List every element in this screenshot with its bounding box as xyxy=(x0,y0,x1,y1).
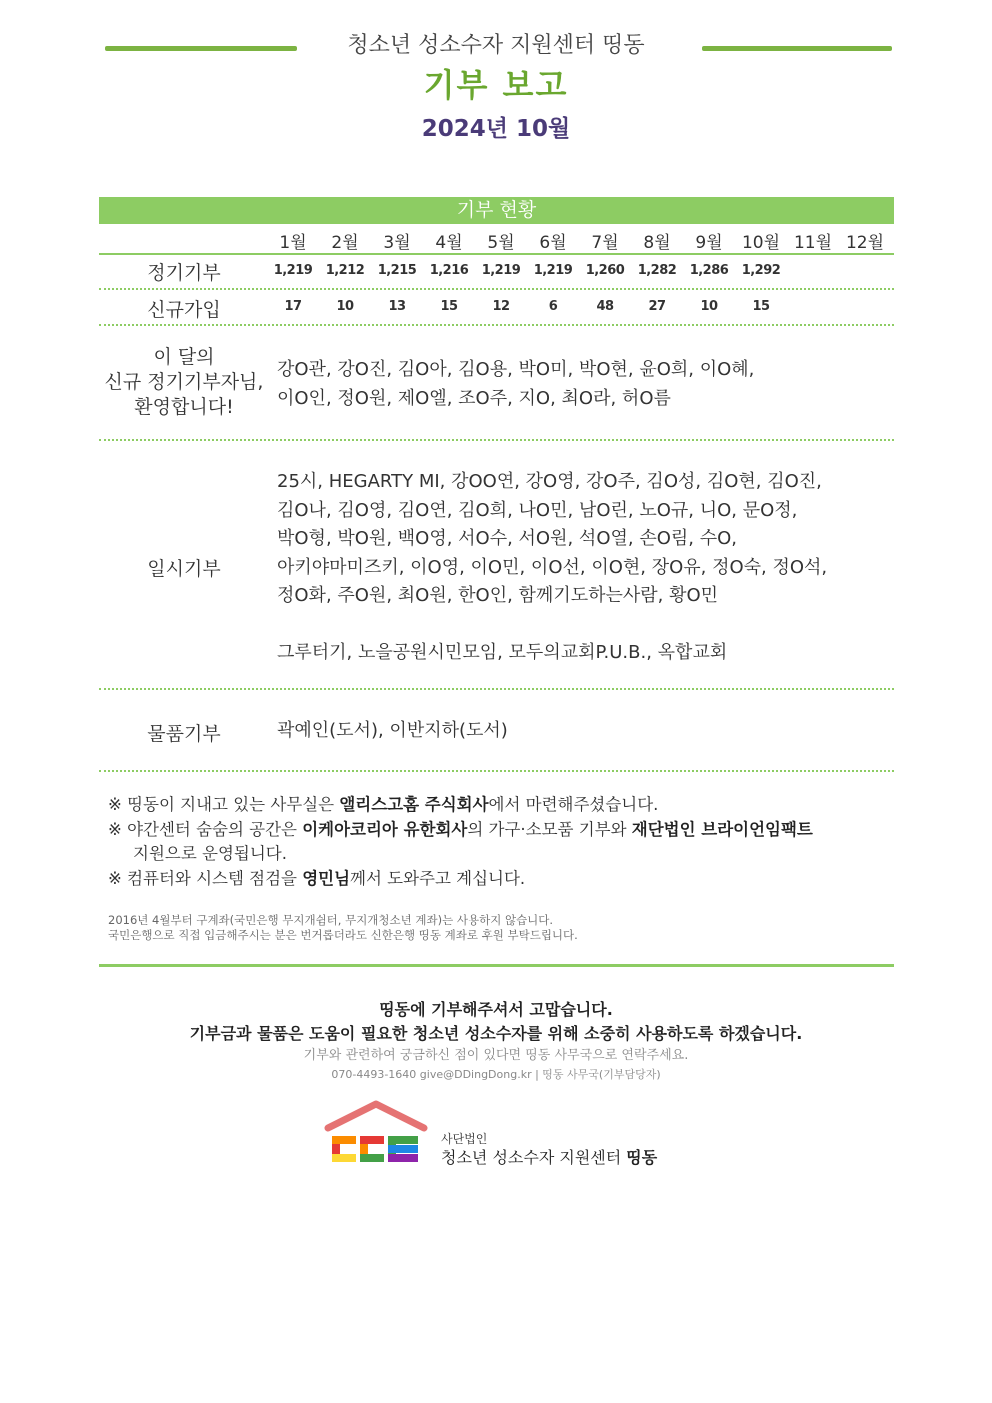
month-header: 12월 xyxy=(845,233,885,253)
month-header: 4월 xyxy=(435,233,463,253)
divider xyxy=(99,688,894,690)
one-time-label: 일시기부 xyxy=(147,558,221,580)
new-signup-count: 13 xyxy=(388,299,406,314)
contact-detail: 070-4493-1640 give@DDingDong.kr | 띵동 사무국(기부담당자) xyxy=(331,1068,661,1081)
new-signup-count: 15 xyxy=(752,299,770,314)
month-header-row xyxy=(99,226,894,255)
bottom-rule xyxy=(99,964,894,967)
logo-name: 청소년 성소수자 지원센터 띵동 xyxy=(441,1148,658,1167)
account-notice: 2016년 4월부터 구계좌(국민은행 무지개쉼터, 무지개청소년 계좌)는 사용하지 않습니다. 국민은행으로 직접 입금해주시는 분은 번거롭더라도 신한은행 띵동 계좌로 후원 부탁드립니다. xyxy=(108,913,578,942)
new-signup-row xyxy=(99,299,894,319)
welcome-label-line: 이 달의 xyxy=(153,346,215,368)
regular-donation-row xyxy=(99,263,894,283)
month-header: 5월 xyxy=(487,233,515,253)
regular-count: 1,292 xyxy=(741,263,781,278)
org-name: 청소년 성소수자 지원센터 띵동 xyxy=(347,33,645,58)
name-line: 김O나, 김O영, 김O연, 김O희, 나O민, 남O린, 노O규, 니O, 문O정, xyxy=(277,499,798,521)
thanks-line-2: 기부금과 물품은 도움이 필요한 청소년 성소수자를 위해 소중히 사용하도록 하겠습니다. xyxy=(189,1024,803,1043)
section-title-bar: 기부 현황 xyxy=(99,197,894,224)
welcome-label-line: 신규 정기기부자님, xyxy=(104,371,264,393)
logo-subtitle: 사단법인 xyxy=(441,1132,488,1146)
note-line: 지원으로 운영됩니다. xyxy=(133,844,287,863)
month-header: 11월 xyxy=(793,233,833,253)
note-line: ※ 컴퓨터와 시스템 점검을 영민님께서 도와주고 계십니다. xyxy=(108,868,526,888)
sponsor-name: 이케아코리아 유한회사 xyxy=(302,819,468,839)
regular-count: 1,219 xyxy=(481,263,521,278)
divider xyxy=(99,288,894,290)
thanks-line-1: 띵동에 기부해주셔서 고맙습니다. xyxy=(379,1000,613,1019)
month-header: 7월 xyxy=(591,233,619,253)
new-signup-count: 27 xyxy=(648,299,666,314)
new-signup-count: 10 xyxy=(336,299,354,314)
month-header: 10월 xyxy=(741,233,781,253)
month-header: 8월 xyxy=(643,233,671,253)
page-title: 기부 보고 xyxy=(423,66,569,104)
new-signup-count: 6 xyxy=(548,299,558,314)
name-line: 이O인, 정O원, 제O엘, 조O주, 지O, 최O라, 허O름 xyxy=(277,387,671,409)
new-signup-count: 17 xyxy=(284,299,302,314)
name-line: 박O형, 박O원, 백O영, 서O수, 서O원, 석O열, 손O림, 수O, xyxy=(277,528,737,549)
name-line: 25시, HEGARTY MI, 강OO연, 강O영, 강O주, 김O성, 김O현, 김O진, xyxy=(277,471,822,492)
report-period: 2024년 10월 xyxy=(421,116,571,142)
new-signup-count: 48 xyxy=(596,299,614,314)
regular-count: 1,282 xyxy=(637,263,677,278)
regular-donation-label: 정기기부 xyxy=(147,262,221,284)
regular-count: 1,216 xyxy=(429,263,469,278)
welcome-names xyxy=(277,356,887,413)
sponsor-notes xyxy=(108,793,898,891)
goods-text: 곽예인(도서), 이반지하(도서) xyxy=(277,720,508,741)
name-line: 정O화, 주O원, 최O원, 한O인, 함께기도하는사람, 황O민 xyxy=(277,585,719,606)
note-line: ※ 야간센터 숨숨의 공간은 이케아코리아 유한회사의 가구·소모품 기부와 재단법인 브라이언임팩트 xyxy=(108,819,813,839)
month-header: 9월 xyxy=(695,233,723,253)
divider xyxy=(99,324,894,326)
group-donors-line: 그루터기, 노을공원시민모임, 모두의교회P.U.B., 옥합교회 xyxy=(277,641,728,663)
month-header: 6월 xyxy=(539,233,567,253)
regular-count: 1,219 xyxy=(273,263,313,278)
regular-count: 1,215 xyxy=(377,263,417,278)
regular-count: 1,212 xyxy=(325,263,365,278)
divider xyxy=(99,770,894,772)
new-signup-label: 신규가입 xyxy=(147,299,221,321)
name-line: 강O관, 강O진, 김O아, 김O용, 박O미, 박O현, 윤O희, 이O혜, xyxy=(277,359,755,380)
goods-label: 물품기부 xyxy=(147,723,221,745)
sponsor-name: 영민님 xyxy=(302,868,351,888)
welcome-label xyxy=(99,345,269,420)
one-time-names xyxy=(277,468,887,667)
month-header: 1월 xyxy=(279,233,307,253)
regular-count: 1,219 xyxy=(533,263,573,278)
new-signup-count: 10 xyxy=(700,299,718,314)
regular-count: 1,286 xyxy=(689,263,729,278)
welcome-label-line: 환영합니다! xyxy=(134,396,234,418)
new-signup-count: 12 xyxy=(492,299,510,314)
divider xyxy=(99,439,894,441)
regular-count: 1,260 xyxy=(585,263,625,278)
new-signup-count: 15 xyxy=(440,299,458,314)
sponsor-name: 재단법인 브라이언임팩트 xyxy=(631,819,813,839)
sponsor-name: 앨리스고홈 주식회사 xyxy=(339,795,489,814)
ddingdong-logo-icon xyxy=(324,1098,428,1166)
contact-line: 기부와 관련하여 궁금하신 점이 있다면 띵동 사무국으로 연락주세요. xyxy=(303,1048,689,1063)
month-header: 3월 xyxy=(383,233,411,253)
note-line: ※ 띵동이 지내고 있는 사무실은 앨리스고홈 주식회사에서 마련해주셨습니다. xyxy=(108,795,659,814)
month-header: 2월 xyxy=(331,233,359,253)
name-line: 아키야마미즈키, 이O영, 이O민, 이O선, 이O현, 장O유, 정O숙, 정O석, xyxy=(277,556,828,578)
